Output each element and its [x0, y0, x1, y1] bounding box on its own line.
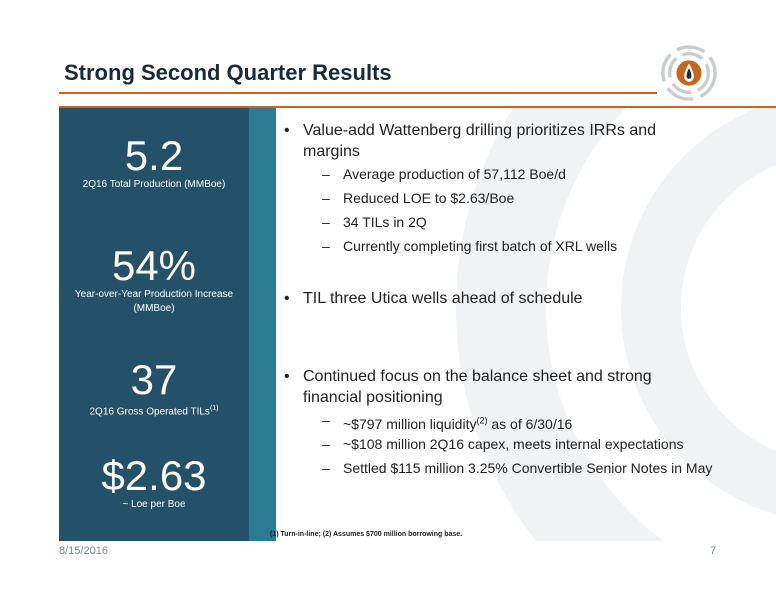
slide-title: Strong Second Quarter Results: [64, 60, 392, 85]
dash-glyph: –: [322, 190, 330, 206]
sub-bullet-text: ~$108 million 2Q16 capex, meets internal expectations: [343, 436, 684, 452]
bullet-text-line2: margins: [303, 143, 360, 160]
bullet-item: [284, 120, 733, 162]
stats-panel: [59, 108, 249, 541]
stat-label-text: 2Q16 Gross Operated TILs: [89, 406, 210, 418]
dash-glyph: –: [322, 412, 330, 428]
sub-bullet-text-after: as of 6/30/16: [487, 415, 573, 432]
bullet-text-line2: financial positioning: [303, 389, 443, 406]
dash-glyph: –: [322, 166, 330, 182]
bullet-item: [284, 366, 733, 408]
bullet-text-line1: TIL three Utica wells ahead of schedule: [303, 290, 583, 307]
bullet-item: [284, 288, 733, 309]
company-logo-drop-icon: [660, 44, 718, 102]
sub-bullet-text: 34 TILs in 2Q: [343, 214, 427, 230]
sub-bullet-text: Reduced LOE to $2.63/Boe: [343, 190, 515, 206]
bullet-text-line1: Value-add Wattenberg drilling prioritizes IRRs and: [303, 122, 657, 139]
sub-bullet: [322, 213, 427, 231]
sub-bullet: [322, 411, 572, 433]
footnote: (1) Turn-in-line; (2) Assumes $700 million borrowing base.: [270, 531, 463, 538]
stat-label: 2Q16 Total Production (MMBoe): [82, 179, 226, 190]
slide-date: 8/15/2016: [59, 545, 108, 557]
stat-label: [59, 402, 249, 419]
footnote-ref: (2): [476, 415, 488, 425]
stat-label-line2: (MMBoe): [133, 303, 175, 314]
stat-value: 5.2: [124, 132, 184, 179]
title-underline: [59, 92, 657, 94]
sub-bullet: [322, 459, 712, 477]
sub-bullet: [322, 237, 617, 255]
dash-glyph: –: [322, 460, 330, 476]
stat-total-production: [59, 134, 249, 192]
stat-label-line1: Year-over-Year Production Increase: [74, 289, 234, 300]
sub-bullet: [322, 165, 566, 183]
dash-glyph: –: [322, 214, 330, 230]
bullet-glyph: •: [284, 122, 290, 139]
stat-value: 37: [130, 356, 178, 403]
dash-glyph: –: [322, 436, 330, 452]
sub-bullet-text: Currently completing first batch of XRL wells: [343, 238, 618, 254]
sub-bullet-text-main: ~$797 million liquidity: [343, 415, 477, 432]
sub-bullet: [322, 189, 514, 207]
stat-gross-tils: [59, 358, 249, 419]
stat-production-increase: [59, 244, 249, 316]
sub-bullet: [322, 435, 683, 453]
sub-bullet-text: Settled $115 million 3.25% Convertible Senior Notes in May: [343, 460, 713, 476]
sub-bullet-text: Average production of 57,112 Boe/d: [343, 166, 566, 182]
page-number: 7: [710, 545, 717, 557]
sub-bullet-text: [322, 416, 572, 432]
stat-value: $2.63: [101, 452, 207, 499]
bullet-text-line1: Continued focus on the balance sheet and strong: [303, 368, 652, 385]
stat-label: ~ Loe per Boe: [122, 499, 186, 510]
dash-glyph: –: [322, 238, 330, 254]
footnote-ref: (1): [209, 405, 219, 412]
stat-value: 54%: [111, 242, 197, 289]
bullet-glyph: •: [284, 368, 290, 385]
bullet-glyph: •: [284, 290, 290, 307]
stat-loe-per-boe: [59, 454, 249, 512]
